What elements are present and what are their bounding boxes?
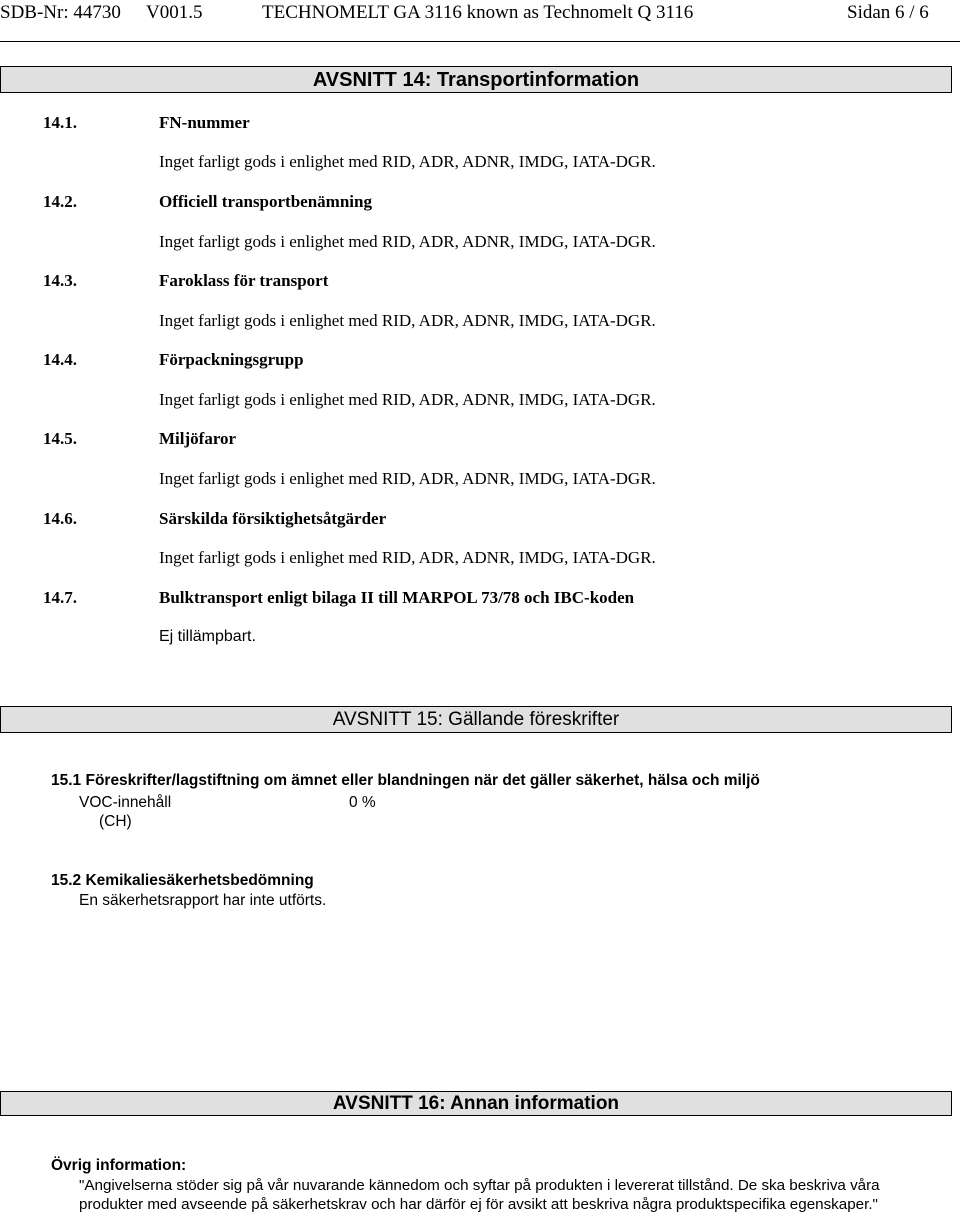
voc-value: 0 % <box>349 794 376 811</box>
other-information-label: Övrig information: <box>51 1157 187 1174</box>
section-15-2-text: En säkerhetsrapport har inte utförts. <box>79 892 327 909</box>
item-text: Inget farligt gods i enlighet med RID, ADR, ADNR, IMDG, IATA-DGR. <box>159 390 656 409</box>
item-title: Faroklass för transport <box>159 271 329 290</box>
header-divider <box>0 41 960 42</box>
header-product: TECHNOMELT GA 3116 known as Technomelt Q 3116 <box>262 2 694 23</box>
other-information-line-2: produkter med avseende på säkerhetskrav och har därför ej för avsikt att beskriva några produktspecifika egenskaper." <box>79 1196 878 1213</box>
voc-region: (CH) <box>99 813 132 830</box>
section-14-banner <box>0 66 952 93</box>
item-text: Inget farligt gods i enlighet med RID, ADR, ADNR, IMDG, IATA-DGR. <box>159 548 656 567</box>
item-number: 14.2. <box>43 192 77 211</box>
section-15-1-heading: 15.1 Föreskrifter/lagstiftning om ämnet eller blandningen när det gäller säkerhet, hälsa och miljö <box>51 772 760 789</box>
voc-label: VOC-innehåll <box>79 794 172 811</box>
item-title: Bulktransport enligt bilaga II till MARPOL 73/78 och IBC-koden <box>159 588 635 607</box>
item-number: 14.5. <box>43 429 77 448</box>
section-14-title: AVSNITT 14: Transportinformation <box>312 69 640 91</box>
item-title: Förpackningsgrupp <box>159 350 304 369</box>
section-16-banner <box>0 1091 952 1116</box>
item-number: 14.4. <box>43 350 77 369</box>
item-title: FN-nummer <box>159 113 250 132</box>
item-number: 14.1. <box>43 113 77 132</box>
item-title: Miljöfaror <box>159 429 237 448</box>
section-15-banner <box>0 706 952 733</box>
section-15-title: AVSNITT 15: Gällande föreskrifter <box>332 709 620 730</box>
section-15-2-heading: 15.2 Kemikaliesäkerhetsbedömning <box>51 872 314 889</box>
header-sdb-nr: SDB-Nr: 44730 <box>0 2 121 23</box>
header-page-number: Sidan 6 / 6 <box>847 2 929 23</box>
item-text: Inget farligt gods i enlighet med RID, ADR, ADNR, IMDG, IATA-DGR. <box>159 469 656 488</box>
other-information-line-1: "Angivelserna stöder sig på vår nuvarande kännedom och syftar på produkten i levererat tillstånd. De ska beskriva våra <box>79 1177 880 1194</box>
section-16-title: AVSNITT 16: Annan information <box>332 1093 620 1114</box>
item-number: 14.3. <box>43 271 77 290</box>
item-text: Inget farligt gods i enlighet med RID, ADR, ADNR, IMDG, IATA-DGR. <box>159 232 656 251</box>
item-number: 14.7. <box>43 588 77 607</box>
item-number: 14.6. <box>43 509 77 528</box>
item-text: Inget farligt gods i enlighet med RID, ADR, ADNR, IMDG, IATA-DGR. <box>159 152 656 171</box>
header-version: V001.5 <box>146 2 203 23</box>
item-title: Särskilda försiktighetsåtgärder <box>159 509 387 528</box>
item-text: Ej tillämpbart. <box>159 628 256 645</box>
item-text: Inget farligt gods i enlighet med RID, ADR, ADNR, IMDG, IATA-DGR. <box>159 311 656 330</box>
item-title: Officiell transportbenämning <box>159 192 372 211</box>
